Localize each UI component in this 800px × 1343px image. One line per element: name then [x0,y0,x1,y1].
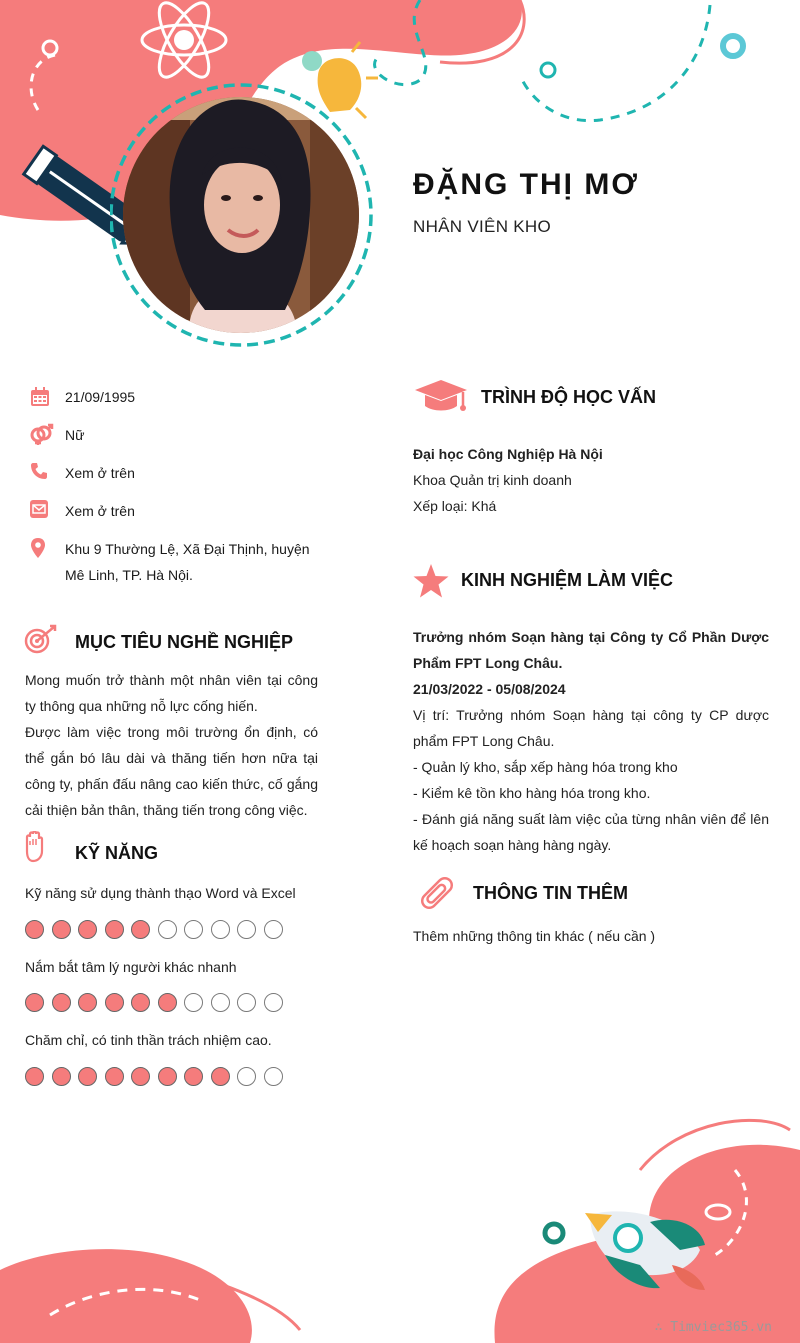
education-title: TRÌNH ĐỘ HỌC VẤN [481,387,656,407]
contact-address [30,536,330,588]
profile-photo [110,80,375,350]
skill-label: Kỹ năng sử dụng thành thạo Word và Excel [25,885,296,901]
rating-dot-filled [52,993,71,1012]
experience-title: KINH NGHIỆM LÀM VIỆC [461,570,674,590]
birthday-text: 21/09/1995 [65,389,136,405]
skill-rating [25,1067,283,1086]
additional-text: Thêm những thông tin khác ( nếu cần ) [413,928,656,944]
rating-dot-empty [211,993,230,1012]
rating-dot-empty [264,920,283,939]
graduation-cap-icon [413,378,469,414]
rating-dot-filled [25,920,44,939]
skill-label: Nắm bắt tâm lý người khác nhanh [25,959,237,975]
hand-icon [24,831,48,863]
rating-dot-filled [25,1067,44,1086]
objective-line: Được làm việc trong môi trường ổn định, có thể gắn bó lâu dài và thăng tiến hơn nữa tại công ty, phấn đấu nâng cao kiến thức, cố gắng cải thiện bản thân, thăng tiến trong công việc. [25,724,318,818]
contact-gender [30,422,330,448]
rating-dot-empty [184,993,203,1012]
rating-dot-empty [184,920,203,939]
faculty: Khoa Quản trị kinh doanh [413,472,572,488]
school-name: Đại học Công Nghiệp Hà Nội [413,446,603,462]
objective-title: MỤC TIÊU NGHỀ NGHIỆP [75,632,294,652]
contact-email [30,498,330,524]
experience-heading: Trưởng nhóm Soạn hàng tại Công ty Cổ Phần Dược Phẩm FPT Long Châu. [413,629,769,671]
experience-line: - Quản lý kho, sắp xếp hàng hóa trong kho [413,759,678,775]
rating-dot-empty [211,920,230,939]
phone-icon [30,460,65,486]
star-icon [413,564,449,598]
rating-dot-empty [237,1067,256,1086]
skill-label: Chăm chỉ, có tinh thần trách nhiệm cao. [25,1032,272,1048]
additional-title: THÔNG TIN THÊM [473,883,628,903]
rating-dot-filled [131,1067,150,1086]
rating-dot-filled [211,1067,230,1086]
rating-dot-filled [52,1067,71,1086]
contact-birthday [30,384,330,410]
rating-dot-filled [25,993,44,1012]
watermark: ∴ Timviec365.vn [654,1320,772,1335]
rating-dot-filled [78,920,97,939]
gender-icon [30,422,65,448]
rating-dot-empty [237,920,256,939]
skills-title: KỸ NĂNG [75,843,159,863]
candidate-name: ĐẶNG THỊ MƠ [413,168,639,201]
rating-dot-filled [78,1067,97,1086]
phone-text: Xem ở trên [65,465,135,481]
skill-rating [25,920,283,939]
objective-body [25,667,318,823]
rating-dot-empty [264,993,283,1012]
rating-dot-filled [105,993,124,1012]
rating-dot-empty [237,993,256,1012]
experience-body [413,624,769,858]
rating-dot-filled [158,993,177,1012]
objective-line: Mong muốn trở thành một nhân viên tại công ty thông qua những nỗ lực cống hiến. [25,672,318,714]
rating-dot-empty [158,920,177,939]
contact-phone [30,460,330,486]
job-title: NHÂN VIÊN KHO [413,217,552,236]
gender-text: Nữ [65,427,85,443]
rating-dot-empty [264,1067,283,1086]
rating-dot-filled [52,920,71,939]
experience-line: Vị trí: Trưởng nhóm Soạn hàng tại công ty CP dược phẩm FPT Long Châu. [413,707,769,749]
email-icon [30,498,65,524]
grade: Xếp loại: Khá [413,498,497,514]
experience-line: - Kiểm kê tồn kho hàng hóa trong kho. [413,785,651,801]
education-body [413,441,773,519]
rating-dot-filled [131,920,150,939]
target-icon [24,624,58,656]
rating-dot-filled [131,993,150,1012]
rating-dot-filled [158,1067,177,1086]
paperclip-icon [415,872,459,914]
email-text: Xem ở trên [65,503,135,519]
experience-dates: 21/03/2022 - 05/08/2024 [413,681,566,697]
rating-dot-filled [184,1067,203,1086]
calendar-icon [30,384,65,410]
experience-line: - Đánh giá năng suất làm việc của từng nhân viên để lên kế hoạch soạn hàng hàng ngày. [413,811,769,853]
rating-dot-filled [105,920,124,939]
rating-dot-filled [105,1067,124,1086]
address-text: Khu 9 Thường Lệ, Xã Đại Thịnh, huyện Mê Linh, TP. Hà Nội. [65,541,310,583]
rating-dot-filled [78,993,97,1012]
skill-rating [25,993,283,1012]
location-pin-icon [30,536,65,588]
